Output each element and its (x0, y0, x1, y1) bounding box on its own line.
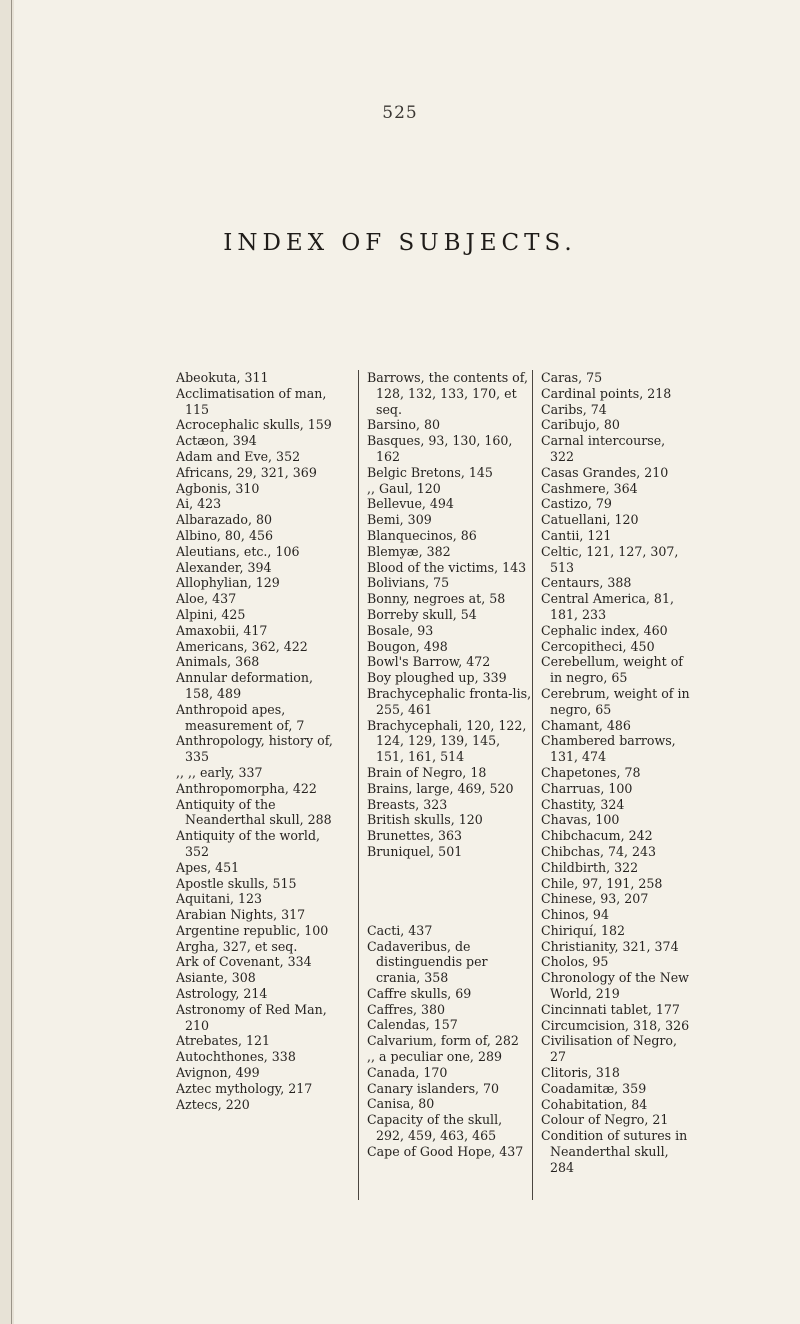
index-entry: Aloe, 437 (176, 591, 237, 607)
index-entry: Acrocephalic skulls, 159 (176, 417, 332, 433)
index-entry: Brachycephalic fronta-lis, 255, 461 (367, 685, 532, 717)
index-entry: ,, a peculiar one, 289 (367, 1049, 502, 1065)
index-entry: Clitoris, 318 (541, 1065, 620, 1081)
index-entry: Caras, 75 (541, 370, 603, 385)
index-entry: Brain of Negro, 18 (367, 764, 487, 780)
index-entry: Chile, 97, 191, 258 (541, 875, 663, 891)
index-entry: Casas Grandes, 210 (541, 464, 669, 480)
index-entry: Blanquecinos, 86 (367, 527, 477, 543)
index-entry: Caffres, 380 (367, 1001, 446, 1017)
index-entry: Astrology, 214 (176, 986, 268, 1002)
index-entry: Colour of Negro, 21 (541, 1112, 669, 1128)
index-entry: Albarazado, 80 (176, 512, 273, 528)
index-entry: British skulls, 120 (367, 812, 483, 828)
index-entry: Celtic, 121, 127, 307, 513 (541, 543, 679, 575)
index-entry: Chiriquí, 182 (541, 922, 626, 938)
index-entry: Basques, 93, 130, 160, 162 (367, 433, 513, 464)
index-entry: Childbirth, 322 (541, 859, 639, 875)
index-entry: Apostle skulls, 515 (176, 875, 297, 891)
index-entry: Autochthones, 338 (176, 1049, 296, 1065)
index-entry: Aztecs, 220 (176, 1096, 250, 1112)
index-entry: Civilisation of Negro, 27 (541, 1033, 678, 1065)
index-entry: Cephalic index, 460 (541, 622, 668, 638)
index-entry: Alexander, 394 (176, 559, 272, 575)
index-entry: Arabian Nights, 317 (176, 907, 306, 923)
index-entry: ,, ,, early, 337 (176, 764, 263, 780)
index-entry: Anthropoid apes, measurement of, 7 (176, 701, 305, 733)
index-entry: Atrebates, 121 (176, 1033, 270, 1049)
index-entry: Chambered barrows, 131, 474 (541, 733, 676, 765)
index-entry: Boy ploughed up, 339 (367, 670, 507, 686)
index-entry: Cashmere, 364 (541, 480, 638, 496)
index-entry: Cape of Good Hope, 437 (367, 1143, 524, 1159)
index-column-c-continued (532, 370, 691, 1200)
index-entry: Caffre skulls, 69 (367, 985, 472, 1001)
index-entry: Allophylian, 129 (176, 575, 280, 591)
index-entry: Cholos, 95 (541, 954, 609, 970)
index-entry: Bowl's Barrow, 472 (367, 654, 491, 670)
index-entry: Anthropomorpha, 422 (176, 780, 317, 796)
index-entry: Anthropology, history of, 335 (176, 733, 333, 765)
index-entry: Chinos, 94 (541, 907, 609, 923)
index-entry: Brains, large, 469, 520 (367, 780, 514, 796)
index-entry: Christianity, 321, 374 (541, 938, 679, 954)
index-entry: Catuellani, 120 (541, 512, 639, 528)
index-entry: Agbonis, 310 (176, 480, 260, 496)
index-entry: Circumcision, 318, 326 (541, 1017, 690, 1033)
index-entry: Astronomy of Red Man, 210 (176, 1001, 327, 1033)
index-entry: Argha, 327, et seq. (176, 938, 298, 954)
index-entry: Borreby skull, 54 (367, 606, 477, 622)
index-entry: Annular deformation, 158, 489 (176, 670, 314, 701)
index-column-b-c (358, 370, 532, 1200)
index-entry: Chinese, 93, 207 (541, 891, 649, 907)
index-entry: Acclimatisation of man, 115 (176, 385, 327, 417)
index-entry: Albino, 80, 456 (176, 527, 273, 543)
index-entry: Apes, 451 (176, 859, 240, 875)
index-entry: Alpini, 425 (176, 606, 246, 622)
index-entry: Chapetones, 78 (541, 764, 641, 780)
group-gap (367, 860, 532, 923)
index-entry: Calvarium, form of, 282 (367, 1033, 519, 1049)
index-group-b (367, 370, 532, 860)
index-entry: Cerebellum, weight of in negro, 65 (541, 654, 683, 686)
index-entry: Central America, 81, 181, 233 (541, 591, 674, 622)
index-entry: Carnal intercourse, 322 (541, 433, 666, 464)
index-entry: Asiante, 308 (176, 970, 256, 986)
index-entry: Cadaveribus, de distinguendis per crania, 358 (367, 938, 488, 986)
index-entry: Bemi, 309 (367, 512, 432, 528)
index-entry: Belgic Bretons, 145 (367, 464, 493, 480)
index-entry: Cardinal points, 218 (541, 385, 672, 401)
index-entry: Bellevue, 494 (367, 496, 454, 512)
index-entry: Aleutians, etc., 106 (176, 543, 300, 559)
index-entry: Charruas, 100 (541, 780, 633, 796)
index-entry: Aztec mythology, 217 (176, 1080, 313, 1096)
index-entry: Brachycephali, 120, 122, 124, 129, 139, 145, 151, 161, 514 (367, 717, 527, 765)
index-entry: Bonny, negroes at, 58 (367, 591, 506, 607)
index-entry: Centaurs, 388 (541, 575, 632, 591)
index-entry: Americans, 362, 422 (176, 638, 308, 654)
index-entry: Chibchacum, 242 (541, 828, 653, 844)
index-entry: Bougon, 498 (367, 638, 448, 654)
index-entry: Aquitani, 123 (176, 891, 263, 907)
index-entry: Africans, 29, 321, 369 (176, 464, 317, 480)
index-entry: Chastity, 324 (541, 796, 625, 812)
index-entry: Canada, 170 (367, 1064, 448, 1080)
index-entry: Avignon, 499 (176, 1065, 260, 1081)
index-entry: Cincinnati tablet, 177 (541, 1001, 680, 1017)
index-entry: Canary islanders, 70 (367, 1080, 500, 1096)
index-entry: Bosale, 93 (367, 622, 434, 638)
index-entry: Condition of sutures in Neanderthal skull, 284 (541, 1128, 688, 1175)
index-entry: Blood of the victims, 143 (367, 559, 527, 575)
page-number: 525 (382, 103, 418, 123)
index-entry: Ark of Covenant, 334 (176, 954, 312, 970)
page-title: INDEX OF SUBJECTS. (223, 230, 577, 256)
index-entry: Cercopitheci, 450 (541, 638, 655, 654)
index-entry: Antiquity of the world, 352 (176, 828, 321, 859)
index-entry: Bruniquel, 501 (367, 843, 463, 859)
index-entry: Calendas, 157 (367, 1017, 458, 1033)
index-entry: Chibchas, 74, 243 (541, 843, 657, 859)
index-entry: Chamant, 486 (541, 717, 631, 733)
index-entry: Barsino, 80 (367, 417, 440, 433)
index-column-a (176, 370, 341, 1112)
index-entry: Abeokuta, 311 (176, 370, 269, 385)
index-entry: Caribs, 74 (541, 401, 607, 417)
index-group-c (367, 923, 532, 1160)
index-entry: Brunettes, 363 (367, 828, 463, 844)
index-entry: Cacti, 437 (367, 922, 433, 938)
page-gutter-line (11, 0, 12, 1324)
index-entry: Amaxobii, 417 (176, 622, 268, 638)
index-entry: ,, Gaul, 120 (367, 480, 441, 496)
index-entry: Ai, 423 (176, 496, 222, 512)
index-entry: Bolivians, 75 (367, 575, 450, 591)
index-entry: Cohabitation, 84 (541, 1096, 648, 1112)
index-entry: Chronology of the New World, 219 (541, 970, 689, 1002)
index-entry: Capacity of the skull, 292, 459, 463, 465 (367, 1112, 503, 1144)
index-columns (176, 370, 690, 1200)
index-entry: Antiquity of the Neanderthal skull, 288 (176, 796, 332, 828)
index-entry: Argentine republic, 100 (176, 922, 329, 938)
index-entry: Chavas, 100 (541, 812, 620, 828)
index-entry: Blemyæ, 382 (367, 543, 451, 559)
index-entry: Castizo, 79 (541, 496, 612, 512)
index-entry: Cerebrum, weight of in negro, 65 (541, 685, 690, 717)
index-entry: Caribujo, 80 (541, 417, 620, 433)
index-entry: Cantii, 121 (541, 527, 612, 543)
index-entry: Animals, 368 (176, 654, 260, 670)
index-entry: Adam and Eve, 352 (176, 448, 301, 464)
index-entry: Coadamitæ, 359 (541, 1080, 647, 1096)
index-entry: Actæon, 394 (176, 433, 257, 449)
index-entry: Breasts, 323 (367, 796, 448, 812)
index-entry: Barrows, the contents of, 128, 132, 133, 170, et seq. (367, 370, 528, 417)
index-entry: Canisa, 80 (367, 1096, 435, 1112)
